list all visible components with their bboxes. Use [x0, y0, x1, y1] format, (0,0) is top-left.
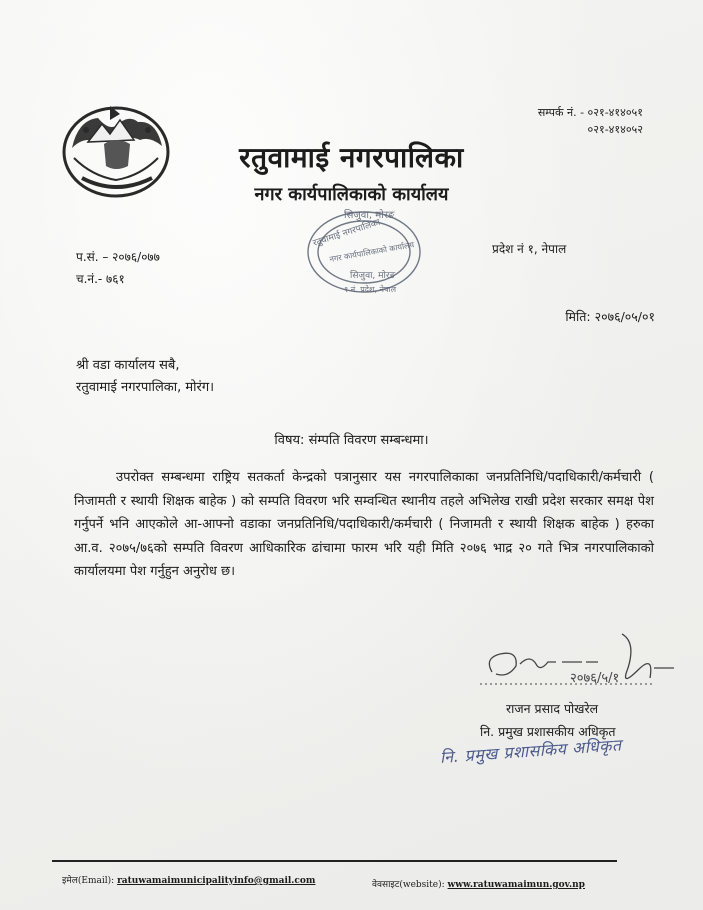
- footer-divider: [52, 860, 617, 862]
- designation-stamp: नि. प्रमुख प्रशासकिय अधिकृत: [439, 735, 623, 767]
- contact-number-2: ०२१-४१४०५२: [587, 123, 643, 136]
- subject-line: विषय: संम्पति विवरण सम्बन्धमा।: [274, 433, 429, 448]
- addressee-line-2: रतुवामाई नगरपालिका, मोरंग।: [76, 380, 215, 395]
- letter-body: उपरोक्त सम्बन्धमा राष्ट्रिय सतकर्ता केन्द्रको पत्रानुसार यस नगरपालिकाका जनप्रतिनिधि/पदाधिकारी/कर्मचारी ( निजामती र स्थायी शिक्षक बाहेक ) को सम्पति विवरण भरि सम्वन्धित स्थानीय तहले अभिलेख राखी प्रदेश सरकार समक्ष पेश गर्नुपर्ने भनि आएकोले आ-आफ्नो वडाका जनप्रतिनिधि/पदाधिकारी/कर्मचारी ( निजामती र स्थायी शिक्षक बाहेक ) हरुका आ.व. २०७५/७६को सम्पति विवरण आधिकारिक ढांचामा फारम भरि यही मिति २०७६ भाद्र २० गते भित्र नगरपालिकाको कार्यालयमा पेश गर्नुहुन अनुरोध छ।: [74, 470, 654, 579]
- footer-email: [62, 873, 315, 886]
- letter-date: मिति: २०७६/०५/०१: [565, 309, 655, 324]
- signer-name: राजन प्रसाद पोखरेल: [506, 701, 599, 716]
- email-link[interactable]: ratuwamaimunicipalityinfo@gmail.com: [117, 876, 316, 886]
- contact-number-1: सम्पर्क नं. - ०२१-४१४०५१: [537, 106, 643, 119]
- signer-title: नि. प्रमुख प्रशासकीय अधिकृत: [480, 724, 616, 739]
- reference-ps: प.सं. – २०७६/०७७: [76, 250, 160, 264]
- svg-text:नगर कार्यपालिकाको कार्यालय: नगर कार्यपालिकाको कार्यालय: [328, 240, 415, 264]
- email-label: इमेल(Email):: [62, 876, 115, 886]
- website-label: वेवसाइट(website):: [372, 880, 445, 890]
- footer-website: [372, 877, 585, 890]
- svg-text:२०७६/५/१: २०७६/५/१: [570, 671, 620, 686]
- province-label: प्रदेश नं १, नेपाल: [492, 242, 567, 256]
- municipality-title: रतुवामाई नगरपालिका: [239, 141, 464, 174]
- svg-text:सिजुवा, मोरङ: सिजुवा, मोरङ: [350, 271, 396, 281]
- reference-chn: च.नं.- ७६१: [76, 272, 125, 286]
- handwritten-signature-icon: [478, 628, 678, 698]
- svg-text:सिजुवा, मोरङ: सिजुवा, मोरङ: [344, 210, 395, 221]
- svg-text:१ नं. प्रदेश, नेपाल: १ नं. प्रदेश, नेपाल: [344, 285, 397, 294]
- svg-text:रतुवामाई नगरपालिका: रतुवामाई नगरपालिका: [311, 217, 382, 249]
- website-link[interactable]: www.ratuwamaimun.gov.np: [447, 880, 585, 890]
- addressee-line-1: श्री वडा कार्यालय सबै,: [76, 358, 180, 373]
- office-subtitle: नगर कार्यपालिकाको कार्यालय: [254, 184, 449, 205]
- office-stamp-icon: [300, 202, 424, 298]
